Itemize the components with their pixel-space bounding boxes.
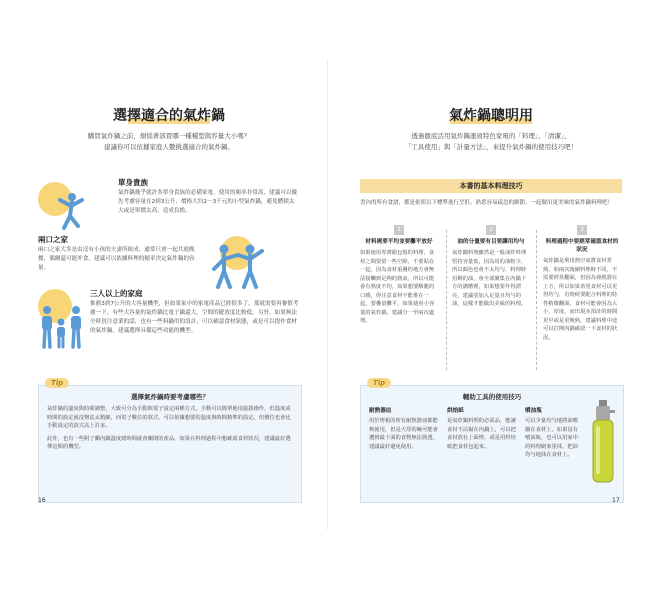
tool-baking-paper	[447, 406, 517, 451]
technique-number-2: 2	[486, 225, 496, 235]
tool-heading-2: 烘焙紙	[447, 408, 464, 414]
right-intro	[360, 131, 622, 153]
technique-body-3: 氣炸鍋是利用熱空氣將食材煮熟，和兩次後續料理時不同，不需要經常翻面，但因為發熱器在上方，所以如果希望食材可以更得均勻，有時候要配合料理的特性稍微翻面，食材可能會因為大小、厚度，而出現本預計的時間更早或是更晚熟，建議料理中途可以打開內鍋確認一下食材的狀況。	[543, 258, 618, 341]
technique-number-1: 1	[394, 225, 404, 235]
page-number-left: 16	[38, 497, 46, 504]
tool-body-1: 用於烤箱的所有耐熱器皿都能夠使用，但是大厚的碗可能會遭到最下面的食物無法熟透，建議最好避免使用。	[369, 418, 438, 450]
tool-heading-1: 耐熱器皿	[369, 408, 392, 414]
left-page-title: 選擇適合的氣炸鍋	[38, 105, 300, 125]
section-single-body: 氣炸鍋幾乎就許多單身貴族的必備家電，使用的頻率非常高，建議可以優先考慮容量在2到3公升，價格大約2～3千元的小型氣炸鍋，避免體積太大或是單價太高，造成負擔。	[118, 190, 298, 214]
technique-heading-3: 料理過程中要經常確認食材的狀況	[545, 239, 619, 253]
technique-column-3	[543, 225, 621, 342]
tool-body-2: 是氣炸鍋料理的必需品，能讓食材不沾黏在內鍋上，可以把食材放在上面烤，或是用烘焙紙把食材包起來。	[447, 418, 516, 450]
technique-column-2	[452, 225, 530, 309]
column-divider-1	[446, 230, 447, 370]
tool-oil-sprayer	[525, 406, 583, 460]
right-intro-line-1: 透過徹底活用氣炸鍋運致特色家電的「料理」、「清潔」、	[411, 132, 571, 140]
oil-spray-bottle-icon	[587, 400, 619, 484]
left-tip-paragraph-1: 氣炸鍋的溫度與時間調整，大致可分為手動與電子設定兩種方式。手動可以簡單地用旋鈕操作，但溫度或時間的設定就沒辦法太精細，而電子數位的款式，可以依據想要的溫度與時間精準的設定，但價位也會比手動設定的款式高上許多。	[47, 406, 291, 429]
tool-body-3: 可以少量均勻地將油噴灑在食材上，如果沒有噴油瓶，也可以用家中的料理刷來塗抹，把油均勻地抹在食材上。	[525, 418, 578, 458]
basic-techniques-banner: 本書的基本料理技巧	[360, 179, 622, 193]
technique-heading-2: 油的分量要有目要讓用均勻	[457, 239, 525, 245]
section-couple	[38, 235, 196, 273]
technique-number-3: 3	[577, 225, 587, 235]
section-family-heading: 三人以上的家庭	[90, 289, 143, 298]
family-icon	[38, 305, 86, 349]
right-page	[360, 65, 622, 515]
left-intro-line-2: 建議你可以依據家庭人數挑選適合的氣炸鍋。	[104, 143, 234, 151]
right-tip-heading: 輔助工具的使用技巧	[462, 393, 522, 401]
page-gutter	[327, 60, 328, 530]
banner-intro: 書內的所有食譜，都是依照以下標準進行烹飪。熟悉容易疏忽的細節，一起做出更美味的氣炸鍋料理吧！	[360, 200, 614, 206]
technique-heading-1: 材料需要平均並要攤平放好	[365, 239, 433, 245]
right-tip-box	[360, 379, 624, 503]
left-page	[38, 65, 300, 515]
left-intro	[38, 131, 300, 153]
jumping-person-icon	[52, 192, 88, 232]
column-divider-2	[536, 230, 537, 370]
technique-column-1	[360, 225, 438, 326]
right-intro-line-2: 「工具使用」與「計量方法」，來提升氣炸鍋的使用技巧吧！	[404, 143, 578, 151]
tip-badge: Tip	[45, 378, 69, 388]
couple-icon	[208, 243, 270, 289]
left-intro-line-1: 購買氣炸鍋之前，煩惱著該買哪一種種型與容量大小嗎？	[87, 132, 251, 140]
section-single	[118, 178, 300, 216]
technique-body-1: 如果使用厚薄錯包般的料理，食材之間要留一些空隙，不要貼在一起，因為食材重疊的地方會無法接觸到足夠的熱氣，所以可能會有熟度不均，如果想要酥脆的口感，得注意食材不能堆在一起，要疊量攤平，如果使用小容量的氣炸鍋，建議分一至兩次處理。	[360, 250, 435, 324]
tip-badge-right: Tip	[367, 378, 391, 388]
technique-body-2: 氣炸鍋料理雖然是一般油炸料理堅持容量低，因為用的油較少，所以顏色也會不太均勻，料理時用剩的油，會全部聚集在內鍋下方的溝槽裡，如果想要作得漂亮，建議塗加入足量且均勻的油，這樣才能做出美味的料理。	[452, 250, 527, 307]
tool-heading-3: 噴油瓶	[525, 408, 542, 414]
left-tip-box	[38, 379, 302, 503]
right-page-title: 氣炸鍋聰明用	[360, 105, 622, 125]
section-family	[90, 289, 300, 336]
tool-heatproof-dish	[369, 406, 439, 451]
section-single-heading: 單身貴族	[118, 178, 148, 187]
left-tip-heading: 選擇氣炸鍋時要考慮哪些？	[131, 393, 209, 401]
section-couple-body: 兩口之家大多是由沒有小孩的夫妻所組成，通常只會一起共進晚餐，偶爾還可能外食，建議可以依據料理的頻率決定氣炸鍋的容量。	[38, 247, 195, 271]
section-couple-heading: 兩口之家	[38, 235, 68, 244]
section-family-body: 推薦3到7公升的大容量機型，但如果家中的家電產品已經很多了，那就需要再審慎考慮一下，有些大容量的氣炸鍋比電子鍋還大，空間的擺放度比較低。另外，如果無法全時買注意業的話，也有一些料鍋用的設計，可以確認食材狀態，或是可以提作食材的氣炸鍋，建議選擇具備這些功能的機型。	[90, 301, 299, 334]
page-number-right: 17	[612, 497, 620, 504]
left-tip-paragraph-2: 此外，也有一些附了蘭內鍋溫度總時間就會蘭閉的產品，如果在料理過程中想確認食材狀況，建議最好選擇這類的機型。	[47, 435, 291, 450]
